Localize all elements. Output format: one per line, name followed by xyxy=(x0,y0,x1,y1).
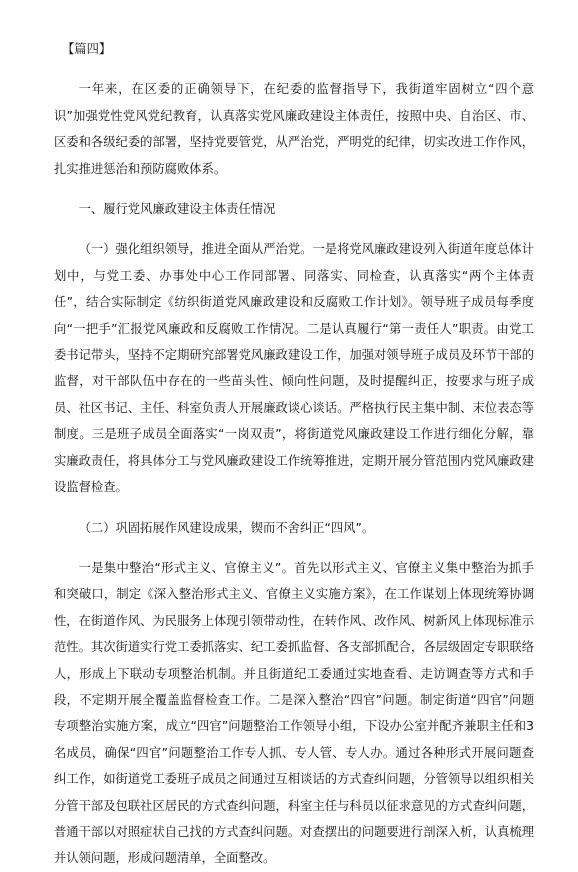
paragraph-organization-leadership: （一）强化组织领导，推进全面从严治党。一是将党风廉政建设列入街道年度总体计划中，与党工委、办事处中心工作同部署、同落实、同检查，认真落实“两个主体责任”，结合实际制定《纺织街道党风廉政建设和反腐败工作计划》。领导班子成员每季度向“一把手”汇报党风廉政和反腐败工作情况。二是认真履行“第一责任人”职责。由党工委书记带头，坚持不定期研究部署党风廉政建设工作，加强对领导班子成员及环节干部的监督，对干部队伍中存在的一些苗头性、倾向性问题，及时提醒纠正，按要求与班子成员、社区书记、主任、科室负责人开展廉政谈心谈话。严格执行民主集中制、末位表态等制度。三是班子成员全面落实“一岗双责”，将街道党风廉政建设工作进行细化分解，靠实廉政责任，将具体分工与党风廉政建设工作统筹推进，定期开展分管范围内党风廉政建设监督检查。 xyxy=(54,242,534,495)
paragraph-rectification: 一是集中整治“形式主义、官僚主义”。首先以形式主义、官僚主义集中整治为抓手和突破口，制定《深入整治形式主义、官僚主义实施方案》，在工作谋划上体现统筹协调性，在街道作风、为民服务上体现引领带动性，在转作风、改作风、树新风上体现标准示范性。其次街道实行党工委抓落实、纪工委抓监督、各支部抓配合，各层级固定专职联络人，形成上下联动专项整治机制。并且街道纪工委通过实地查看、走访调查等方式和手段，不定期开展全覆盖监督检查工作。二是深入整治“四官”问题。制定街道“四官”问题专项整治实施方案，成立“四官”问题整治工作领导小组，下设办公室并配齐兼职主任和3名成员，确保“四官”问题整治工作专人抓、专人管、专人办。通过各种形式开展问题查纠工作，如街道党工委班子成员之间通过互相谈话的方式查纠问题，分管领导以组织相关分管干部及包联社区居民的方式查纠问题，科室主任与科员以征求意见的方式查纠问题，普通干部以对照症状自己找的方式查纠问题。对查摆出的问题要进行剖深入析，认真梳理并认领问题，形成问题清单，全面整改。 xyxy=(54,560,534,866)
section-heading: 【篇四】 xyxy=(62,42,112,56)
paragraph-subsection-two-title: （二）巩固拓展作风建设成果，锲而不舍纠正“四风”。 xyxy=(78,520,375,535)
paragraph-intro: 一年来，在区委的正确领导下，在纪委的监督指导下，我街道牢固树立“四个意识”加强党性党风党纪教育，认真落实党风廉政建设主体责任，按照中央、自治区、市、区委和各级纪委的部署，坚持党要管党，从严治党，严明党的纪律，切实改进工作作风，扎实推进惩治和预防腐败体系。 xyxy=(54,82,534,176)
paragraph-section-one-title: 一、履行党风廉政建设主体责任情况 xyxy=(78,202,276,217)
